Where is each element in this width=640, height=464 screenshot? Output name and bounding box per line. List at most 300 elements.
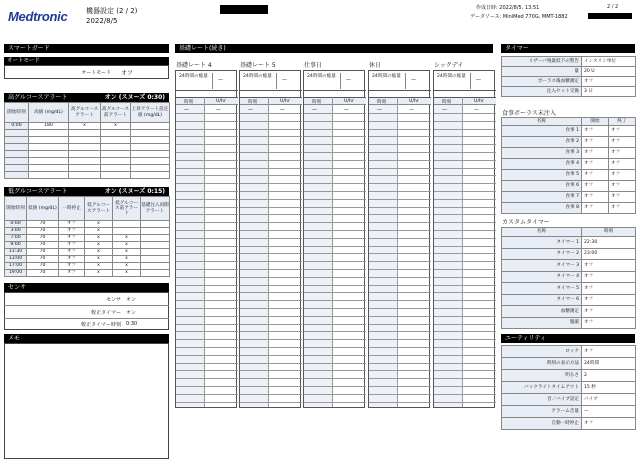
table-cell: x [85, 235, 113, 242]
table-cell: x [113, 235, 141, 242]
basal-row-line [369, 152, 431, 153]
basal-row-line [176, 160, 238, 161]
basal-row-line [434, 308, 496, 309]
basal-pattern-title: 仕事日 [304, 62, 323, 69]
custom-timer-col-header: 名称 [502, 228, 582, 237]
table-cell: 血糖測定 [502, 306, 582, 318]
basal-row-line [304, 175, 366, 176]
basal-total-box [434, 71, 496, 91]
divider [405, 73, 406, 89]
basal-row-line [434, 136, 496, 137]
basal-total-label: 24時間の総量 [243, 74, 272, 79]
table-row [502, 170, 636, 181]
table-cell: 食事 3 [502, 148, 582, 159]
table-cell [69, 151, 101, 158]
basal-row-line [369, 136, 431, 137]
basal-row-line [434, 339, 496, 340]
table-cell [101, 158, 131, 165]
divider [276, 73, 277, 89]
utility-label: アラーム音量 [502, 406, 582, 418]
table-row [5, 249, 170, 256]
table-cell: 9:00 [5, 242, 27, 249]
table-cell [69, 172, 101, 179]
divider [212, 73, 213, 89]
table-cell: オフ [59, 263, 85, 270]
basal-row-line [434, 144, 496, 145]
basal-row-line [434, 394, 496, 395]
basal-row-line [240, 277, 302, 278]
basal-time-header: 時刻 [442, 100, 452, 105]
utility-label: ロック [502, 346, 582, 358]
basal-first-rate: — [216, 107, 221, 113]
basal-row-line [240, 300, 302, 301]
basal-row-line [240, 253, 302, 254]
basal-row-line [304, 261, 366, 262]
utility-value: オフ [582, 418, 636, 430]
basal-row-line [240, 207, 302, 208]
basal-row-line [369, 300, 431, 301]
high-alert-header: 高グルコースアラート オン (スヌーズ 0:30) [4, 93, 169, 102]
basal-pattern-column [303, 70, 365, 408]
table-cell: オフ [609, 181, 636, 192]
basal-row-line [176, 324, 238, 325]
basal-row-line [240, 339, 302, 340]
basal-row-line [434, 160, 496, 161]
utility-table [501, 345, 636, 430]
basal-row-line [240, 363, 302, 364]
basal-row-line [176, 308, 238, 309]
basal-total-value: — [282, 77, 287, 83]
timer-label: 量 [502, 67, 582, 77]
basal-row-line [434, 402, 496, 403]
basal-row-line [369, 339, 431, 340]
basal-row-line [434, 121, 496, 122]
table-cell: x [85, 256, 113, 263]
table-cell: x [85, 242, 113, 249]
basal-row-line [434, 261, 496, 262]
basal-row-line [434, 129, 496, 130]
basal-row-line [304, 363, 366, 364]
basal-row-line [434, 363, 496, 364]
basal-row-line [304, 300, 366, 301]
basal-time-header: 時刻 [184, 100, 194, 105]
basal-row-line [304, 292, 366, 293]
table-cell [69, 137, 101, 144]
table-cell: 食事 2 [502, 137, 582, 148]
basal-total-label: 24時間の総量 [372, 74, 401, 79]
redacted-name [220, 5, 268, 14]
basal-row-line [240, 269, 302, 270]
table-cell: オフ [59, 228, 85, 235]
automode-label: オートモード [81, 70, 111, 76]
table-cell [141, 256, 170, 263]
table-cell: タイマー 1 [502, 237, 582, 249]
table-cell [29, 172, 69, 179]
meal-bolus-title: 食事ボーラス未注入 [502, 110, 556, 117]
basal-row-line [434, 331, 496, 332]
custom-timer-table [501, 227, 636, 329]
table-row [502, 346, 636, 358]
table-cell [29, 158, 69, 165]
table-cell: オフ [582, 283, 636, 295]
basal-row-line [304, 238, 366, 239]
table-cell: 70 [27, 221, 59, 228]
basal-row-line [176, 316, 238, 317]
table-cell: 食事 8 [502, 203, 582, 214]
basal-row-line [304, 246, 366, 247]
timer-value: インスリン単位 [582, 57, 636, 67]
basal-row-line [369, 378, 431, 379]
table-cell [131, 158, 170, 165]
basal-row-line [176, 285, 238, 286]
sensor-row [4, 309, 169, 317]
basal-row-line [304, 199, 366, 200]
basal-row-line [304, 168, 366, 169]
table-cell [5, 144, 29, 151]
table-cell [101, 151, 131, 158]
basal-row-line [304, 183, 366, 184]
basal-total-value: — [346, 77, 351, 83]
table-cell: x [101, 123, 131, 130]
basal-row-line [240, 129, 302, 130]
table-row [502, 192, 636, 203]
table-cell [141, 235, 170, 242]
basal-row-line [304, 222, 366, 223]
basal-row-line [304, 269, 366, 270]
basal-row-line [304, 378, 366, 379]
table-row [502, 126, 636, 137]
table-cell: オフ [582, 126, 609, 137]
basal-row-line [369, 191, 431, 192]
basal-pattern-title: 基礎レート 4 [176, 62, 212, 69]
sensor-value: 0:30 [126, 321, 138, 327]
table-cell: オフ [59, 249, 85, 256]
basal-row-line [240, 191, 302, 192]
basal-total-box [369, 71, 431, 91]
basal-row-line [240, 160, 302, 161]
utility-label: 明るさ [502, 370, 582, 382]
table-row [502, 294, 636, 306]
basal-first-time: — [184, 107, 189, 113]
low-alert-col-header: 一時停止 [59, 197, 85, 221]
basal-rate-header: U/hr [280, 99, 290, 104]
data-source: データソース: MiniMed 770G, MMT-1882 [470, 14, 568, 20]
basal-row-line [240, 308, 302, 309]
basal-row-line [434, 347, 496, 348]
basal-row-line [304, 386, 366, 387]
created-datetime: 作成日時: 2022/8/5, 13:51 [476, 5, 540, 11]
basal-row-line [369, 261, 431, 262]
utility-value: 15 秒 [582, 382, 636, 394]
basal-row-line [369, 144, 431, 145]
table-cell: オフ [609, 170, 636, 181]
basal-row-line [240, 238, 302, 239]
basal-row-line [369, 386, 431, 387]
table-cell: オフ [582, 159, 609, 170]
basal-row-line [176, 386, 238, 387]
basal-row-line [176, 355, 238, 356]
basal-row-line [240, 285, 302, 286]
basal-first-time: — [248, 107, 253, 113]
table-cell: 70 [27, 242, 59, 249]
basal-row-line [176, 121, 238, 122]
utility-value: 24時間 [582, 358, 636, 370]
basal-row-line [369, 331, 431, 332]
basal-row-line [240, 394, 302, 395]
table-cell [5, 172, 29, 179]
basal-row-line [240, 175, 302, 176]
basal-row-line [369, 168, 431, 169]
table-row [502, 87, 636, 97]
basal-row-line [434, 168, 496, 169]
basal-row-line [304, 370, 366, 371]
table-cell: オフ [582, 271, 636, 283]
table-row [5, 242, 170, 249]
table-cell [131, 165, 170, 172]
table-cell: オフ [582, 170, 609, 181]
high-alert-table [4, 102, 170, 179]
table-row [502, 317, 636, 329]
basal-row-line [369, 355, 431, 356]
basal-row-line [434, 378, 496, 379]
basal-row-line [434, 175, 496, 176]
table-cell: オフ [582, 317, 636, 329]
basal-row-line [434, 324, 496, 325]
basal-row-line [240, 370, 302, 371]
table-row [502, 137, 636, 148]
table-cell: タイマー 2 [502, 248, 582, 260]
table-cell [29, 165, 69, 172]
utility-label: バックライトタイムアウト [502, 382, 582, 394]
basal-row-line [240, 222, 302, 223]
basal-row-line [240, 331, 302, 332]
table-cell [5, 158, 29, 165]
basal-col-header [240, 97, 302, 105]
table-cell: オフ [609, 126, 636, 137]
basal-row-line [369, 324, 431, 325]
basal-row-line [369, 121, 431, 122]
basal-time-header: 時刻 [248, 100, 258, 105]
table-cell [131, 172, 170, 179]
table-cell: オフ [582, 181, 609, 192]
table-cell [5, 151, 29, 158]
table-cell [101, 130, 131, 137]
smartguard-header: スマートガード [4, 44, 169, 53]
table-row [502, 283, 636, 295]
table-cell: オフ [609, 148, 636, 159]
table-row [502, 203, 636, 214]
basal-row-line [369, 370, 431, 371]
high-alert-col-header: 上昇アラート設定値 (mg/dL) [131, 103, 170, 123]
basal-pattern-title: 基礎レート 5 [240, 62, 276, 69]
basal-row-line [369, 308, 431, 309]
basal-row-line [369, 214, 431, 215]
basal-row-line [176, 347, 238, 348]
basal-header: 基礎レート(続き) [175, 44, 493, 53]
table-row [502, 306, 636, 318]
basal-row-line [369, 285, 431, 286]
table-cell [131, 123, 170, 130]
automode-row [4, 69, 169, 77]
table-row [502, 148, 636, 159]
table-cell [5, 137, 29, 144]
table-row [502, 159, 636, 170]
basal-row-line [369, 175, 431, 176]
basal-pattern-column [368, 70, 430, 408]
table-cell [141, 242, 170, 249]
basal-row-line [369, 199, 431, 200]
table-row [5, 263, 170, 270]
sensor-header: センサ [4, 283, 169, 292]
automode-value: オフ [121, 70, 133, 77]
basal-row-line [240, 324, 302, 325]
table-cell [101, 144, 131, 151]
table-cell [101, 172, 131, 179]
table-row [502, 418, 636, 430]
basal-row-line [176, 269, 238, 270]
table-cell: オフ [59, 256, 85, 263]
basal-row-line [369, 183, 431, 184]
basal-row-line [369, 238, 431, 239]
table-cell: オフ [59, 221, 85, 228]
basal-col-header [369, 97, 431, 105]
basal-row-line [176, 183, 238, 184]
basal-row-line [176, 199, 238, 200]
table-row [502, 67, 636, 77]
basal-total-box [240, 71, 302, 91]
divider [4, 318, 169, 319]
table-cell: オフ [609, 192, 636, 203]
table-row [5, 270, 170, 277]
basal-row-line [176, 300, 238, 301]
table-cell [29, 151, 69, 158]
basal-row-line [176, 129, 238, 130]
table-cell: オフ [582, 306, 636, 318]
table-row [502, 370, 636, 382]
basal-row-line [176, 363, 238, 364]
table-cell [69, 165, 101, 172]
table-cell: 70 [27, 235, 59, 242]
table-row [5, 151, 170, 158]
basal-row-line [176, 292, 238, 293]
page-number: 2 / 2 [607, 4, 619, 10]
table-cell: オフ [609, 137, 636, 148]
basal-row-line [176, 261, 238, 262]
table-row [5, 228, 170, 235]
table-cell: 19:00 [5, 270, 27, 277]
table-cell: 0:00 [5, 221, 27, 228]
basal-row-line [369, 246, 431, 247]
basal-row-line [369, 316, 431, 317]
basal-row-line [434, 300, 496, 301]
table-cell: 食事 7 [502, 192, 582, 203]
basal-row-line [369, 113, 431, 114]
table-cell: x [85, 263, 113, 270]
basal-row-line [304, 129, 366, 130]
table-cell [69, 144, 101, 151]
basal-row-line [240, 183, 302, 184]
basal-total-value: — [218, 77, 223, 83]
basal-row-line [434, 191, 496, 192]
basal-row-line [240, 113, 302, 114]
meal-col-header: 終了 [609, 118, 636, 126]
basal-row-line [176, 207, 238, 208]
table-cell: 11:30 [5, 249, 27, 256]
basal-row-line [176, 339, 238, 340]
basal-row-line [434, 222, 496, 223]
basal-total-box [304, 71, 366, 91]
redacted-serial [588, 13, 632, 19]
basal-row-line [434, 230, 496, 231]
basal-total-label: 24時間の総量 [179, 74, 208, 79]
table-cell: オフ [582, 137, 609, 148]
basal-row-line [369, 277, 431, 278]
low-alert-col-header: 低グルコースアラート [85, 197, 113, 221]
basal-first-rate: — [409, 107, 414, 113]
basal-row-line [304, 331, 366, 332]
table-cell: オフ [59, 270, 85, 277]
basal-row-line [304, 113, 366, 114]
utility-value: — [582, 406, 636, 418]
table-cell [141, 249, 170, 256]
basal-row-line [369, 292, 431, 293]
table-cell [69, 158, 101, 165]
basal-row-line [176, 378, 238, 379]
table-row [5, 158, 170, 165]
basal-row-line [240, 355, 302, 356]
sensor-label: 較正タイマー時刻 [81, 322, 121, 328]
table-cell [113, 228, 141, 235]
table-row [502, 382, 636, 394]
basal-row-line [176, 238, 238, 239]
utility-label: 時刻の表示方法 [502, 358, 582, 370]
basal-row-line [304, 121, 366, 122]
table-row [502, 394, 636, 406]
basal-row-line [240, 144, 302, 145]
high-alert-col-header: 高値 (mg/dL) [29, 103, 69, 123]
basal-row-line [304, 160, 366, 161]
medtronic-logo: Medtronic [8, 9, 68, 24]
table-row [502, 260, 636, 272]
basal-row-line [176, 191, 238, 192]
table-cell [29, 144, 69, 151]
basal-row-line [434, 285, 496, 286]
basal-row-line [176, 136, 238, 137]
basal-row-line [369, 129, 431, 130]
table-cell: x [85, 228, 113, 235]
utility-value: 2 [582, 370, 636, 382]
divider [4, 305, 169, 306]
table-cell [131, 144, 170, 151]
timer-label: ボーラス後血糖測定 [502, 77, 582, 87]
basal-row-line [304, 144, 366, 145]
table-cell [101, 137, 131, 144]
table-cell: x [85, 221, 113, 228]
basal-time-header: 時刻 [312, 100, 322, 105]
divider [340, 73, 341, 89]
basal-row-line [176, 175, 238, 176]
table-cell: 22:30 [582, 237, 636, 249]
low-alert-table [4, 196, 170, 277]
basal-row-line [240, 121, 302, 122]
utility-value: バイブ [582, 394, 636, 406]
table-cell [131, 130, 170, 137]
table-cell [5, 130, 29, 137]
basal-total-value: — [411, 77, 416, 83]
custom-timer-title: カスタムタイマー [502, 219, 550, 226]
memo-header: メモ [4, 334, 169, 343]
table-cell [101, 165, 131, 172]
